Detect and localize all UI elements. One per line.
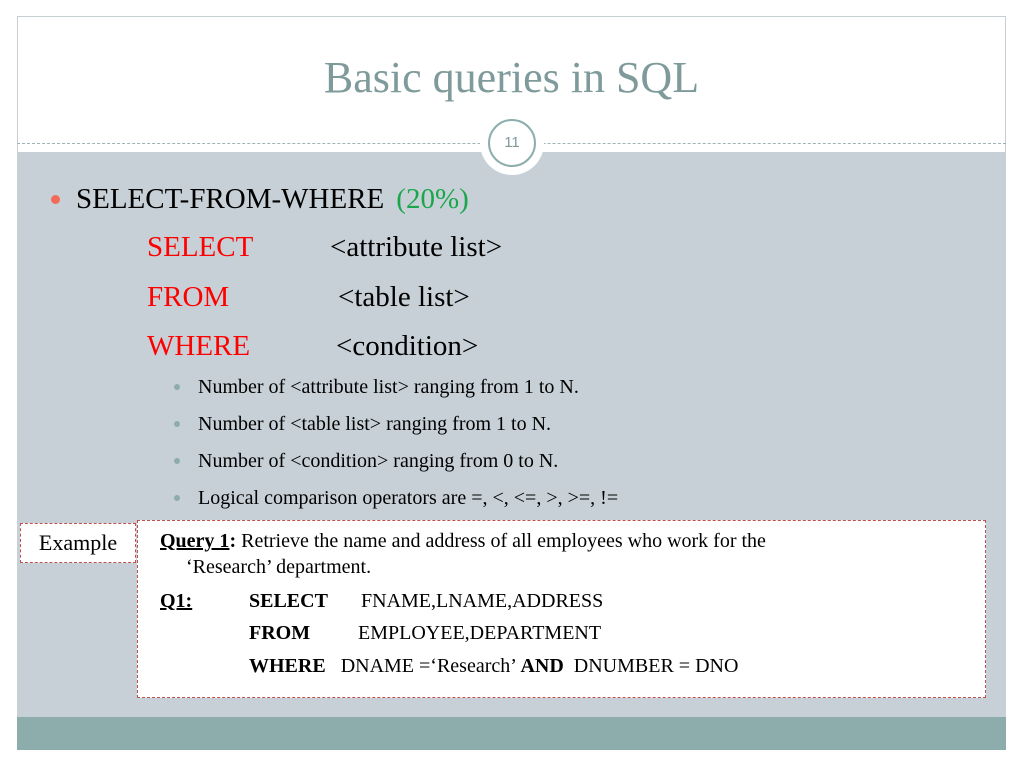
- query-desc-line2: ‘Research’ department.: [186, 556, 372, 578]
- sub-bullet-dot-icon: [174, 421, 180, 427]
- query-title: Query 1: [160, 530, 230, 552]
- q1-select-keyword: SELECT: [249, 590, 328, 612]
- keyword-where: WHERE: [147, 330, 251, 362]
- from-value: <table list>: [338, 281, 470, 313]
- keyword-select: SELECT: [147, 231, 254, 263]
- q1-from-value: EMPLOYEE,DEPARTMENT: [358, 622, 602, 644]
- sub-bullet-dot-icon: [174, 458, 180, 464]
- query-desc-line1: Retrieve the name and address of all employees who work for the: [241, 530, 766, 552]
- q1-and-keyword: AND: [520, 655, 564, 677]
- footer-band: [17, 717, 1006, 750]
- sub-bullet-operators: Logical comparison operators are =, <, <=, >, >=, !=: [198, 487, 619, 509]
- q1-where-line: [249, 654, 738, 679]
- where-value: <condition>: [336, 330, 479, 362]
- sub-bullet-dot-icon: [174, 384, 180, 390]
- main-bullet: [76, 180, 469, 218]
- sub-bullet-condition: Number of <condition> ranging from 0 to N.: [198, 450, 559, 472]
- query-heading: [160, 529, 766, 554]
- example-label: Example: [20, 523, 136, 563]
- bullet-dot-icon: [51, 195, 60, 204]
- q1-label: Q1:: [160, 590, 193, 612]
- percent-label: (20%): [396, 183, 469, 215]
- main-bullet-text: SELECT-FROM-WHERE: [76, 183, 385, 215]
- keyword-from: FROM: [147, 281, 230, 313]
- select-value: <attribute list>: [330, 231, 503, 263]
- page-number-badge: 11: [488, 119, 536, 167]
- sub-bullet-attribute-list: Number of <attribute list> ranging from 1 to N.: [198, 376, 579, 398]
- q1-where-keyword: WHERE: [249, 655, 326, 677]
- sub-bullet-dot-icon: [174, 495, 180, 501]
- query-colon: :: [229, 530, 237, 552]
- slide-title: Basic queries in SQL: [323, 53, 700, 102]
- q1-from-keyword: FROM: [249, 622, 311, 644]
- sub-bullet-table-list: Number of <table list> ranging from 1 to N.: [198, 413, 552, 435]
- q1-select-value: FNAME,LNAME,ADDRESS: [361, 590, 604, 612]
- q1-where-value1: DNAME =‘Research’: [340, 655, 516, 677]
- q1-where-value2: DNUMBER = DNO: [573, 655, 739, 677]
